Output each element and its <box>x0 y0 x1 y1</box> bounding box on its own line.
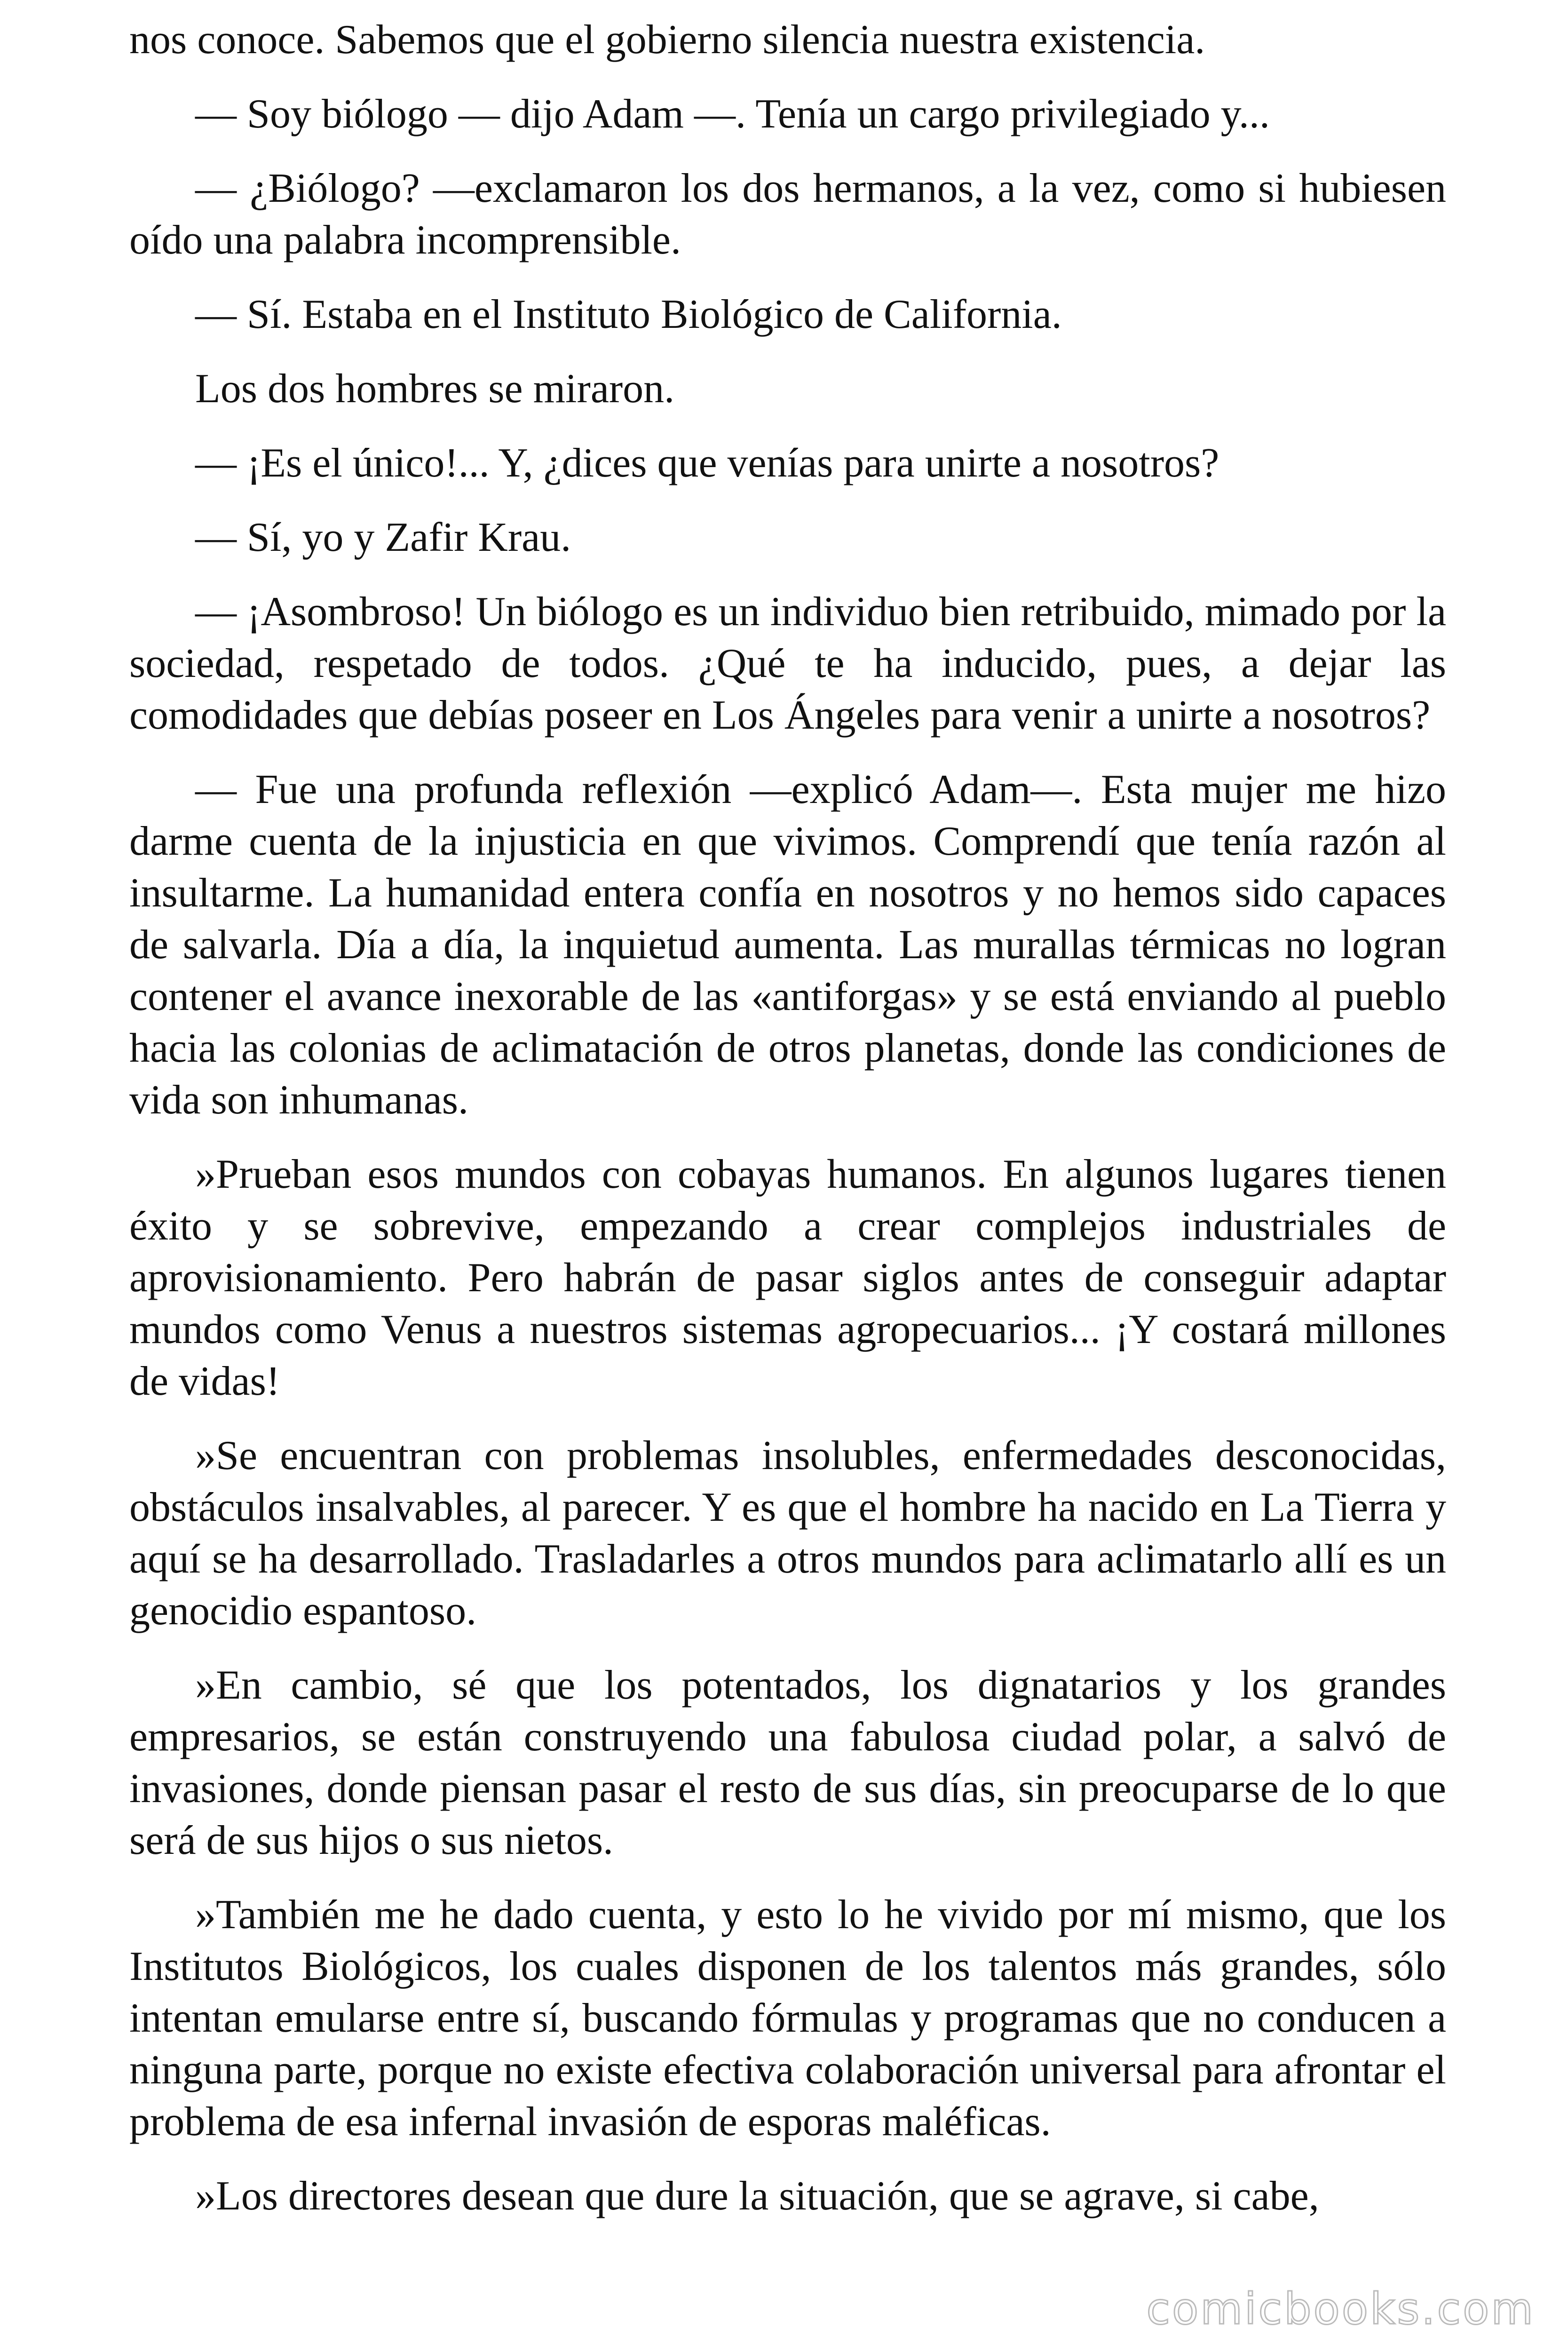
paragraph-8: — ¡Asombroso! Un biólogo es un individuo bien retribuido, mimado por la sociedad, respetado de todos. ¿Qué te ha inducido, pues, a dejar las comodidades que debías poseer en Los Ángeles para venir a unirte a nosotros? <box>129 589 1446 738</box>
paragraph-9: — Fue una profunda reflexión —explicó Adam—. Esta mujer me hizo darme cuenta de la injusticia en que vivimos. Comprendí que tenía razón al insultarme. La humanidad entera confía en nosotros y no hemos sido capaces de salvarla. Día a día, la inquietud aumenta. Las murallas térmicas no logran contener el avance inexorable de las «antiforgas» y se está enviando al pueblo hacia las colonias de aclimatación de otros planetas, donde las condiciones de vida son inhumanas. <box>129 767 1446 1123</box>
paragraph-7: — Sí, yo y Zafir Krau. <box>195 515 571 560</box>
paragraph-3: — ¿Biólogo? —exclamaron los dos hermanos, a la vez, como si hubiesen oído una palabra incomprensible. <box>129 166 1446 263</box>
paragraph-11: »Se encuentran con problemas insolubles, enfermedades desconocidas, obstáculos insalvables, al parecer. Y es que el hombre ha nacido en La Tierra y aquí se ha desarrollado. Trasladarles a otros mundos para aclimatarlo allí es un genocidio espantoso. <box>129 1433 1446 1634</box>
watermark-logo: comicbooks.com <box>1146 2284 1535 2334</box>
paragraph-1: nos conoce. Sabemos que el gobierno silencia nuestra existencia. <box>129 17 1205 63</box>
paragraph-5: Los dos hombres se miraron. <box>195 366 675 412</box>
paragraph-4: — Sí. Estaba en el Instituto Biológico de California. <box>195 292 1062 337</box>
paragraph-14: »Los directores desean que dure la situación, que se agrave, si cabe, <box>195 2173 1319 2219</box>
paragraph-10: »Prueban esos mundos con cobayas humanos. En algunos lugares tienen éxito y se sobrevive, empezando a crear complejos industriales de aprovisionamiento. Pero habrán de pasar siglos antes de conseguir adaptar mundos como Venus a nuestros sistemas agropecuarios... ¡Y costará millones de vidas! <box>129 1152 1446 1404</box>
paragraph-6: — ¡Es el único!... Y, ¿dices que venías para unirte a nosotros? <box>195 440 1220 486</box>
paragraph-13: »También me he dado cuenta, y esto lo he vivido por mí mismo, que los Institutos Biológicos, los cuales disponen de los talentos más grandes, sólo intentan emularse entre sí, buscando fórmulas y programas que no conducen a ninguna parte, porque no existe efectiva colaboración universal para afrontar el problema de esa infernal invasión de esporas maléficas. <box>129 1892 1446 2145</box>
page-body <box>129 14 1446 2245</box>
paragraph-12: »En cambio, sé que los potentados, los dignatarios y los grandes empresarios, se están construyendo una fabulosa ciudad polar, a salvó de invasiones, donde piensan pasar el resto de sus días, sin preocuparse de lo que será de sus hijos o sus nietos. <box>129 1662 1446 1863</box>
paragraph-2: — Soy biólogo — dijo Adam —. Tenía un cargo privilegiado y... <box>195 91 1270 137</box>
